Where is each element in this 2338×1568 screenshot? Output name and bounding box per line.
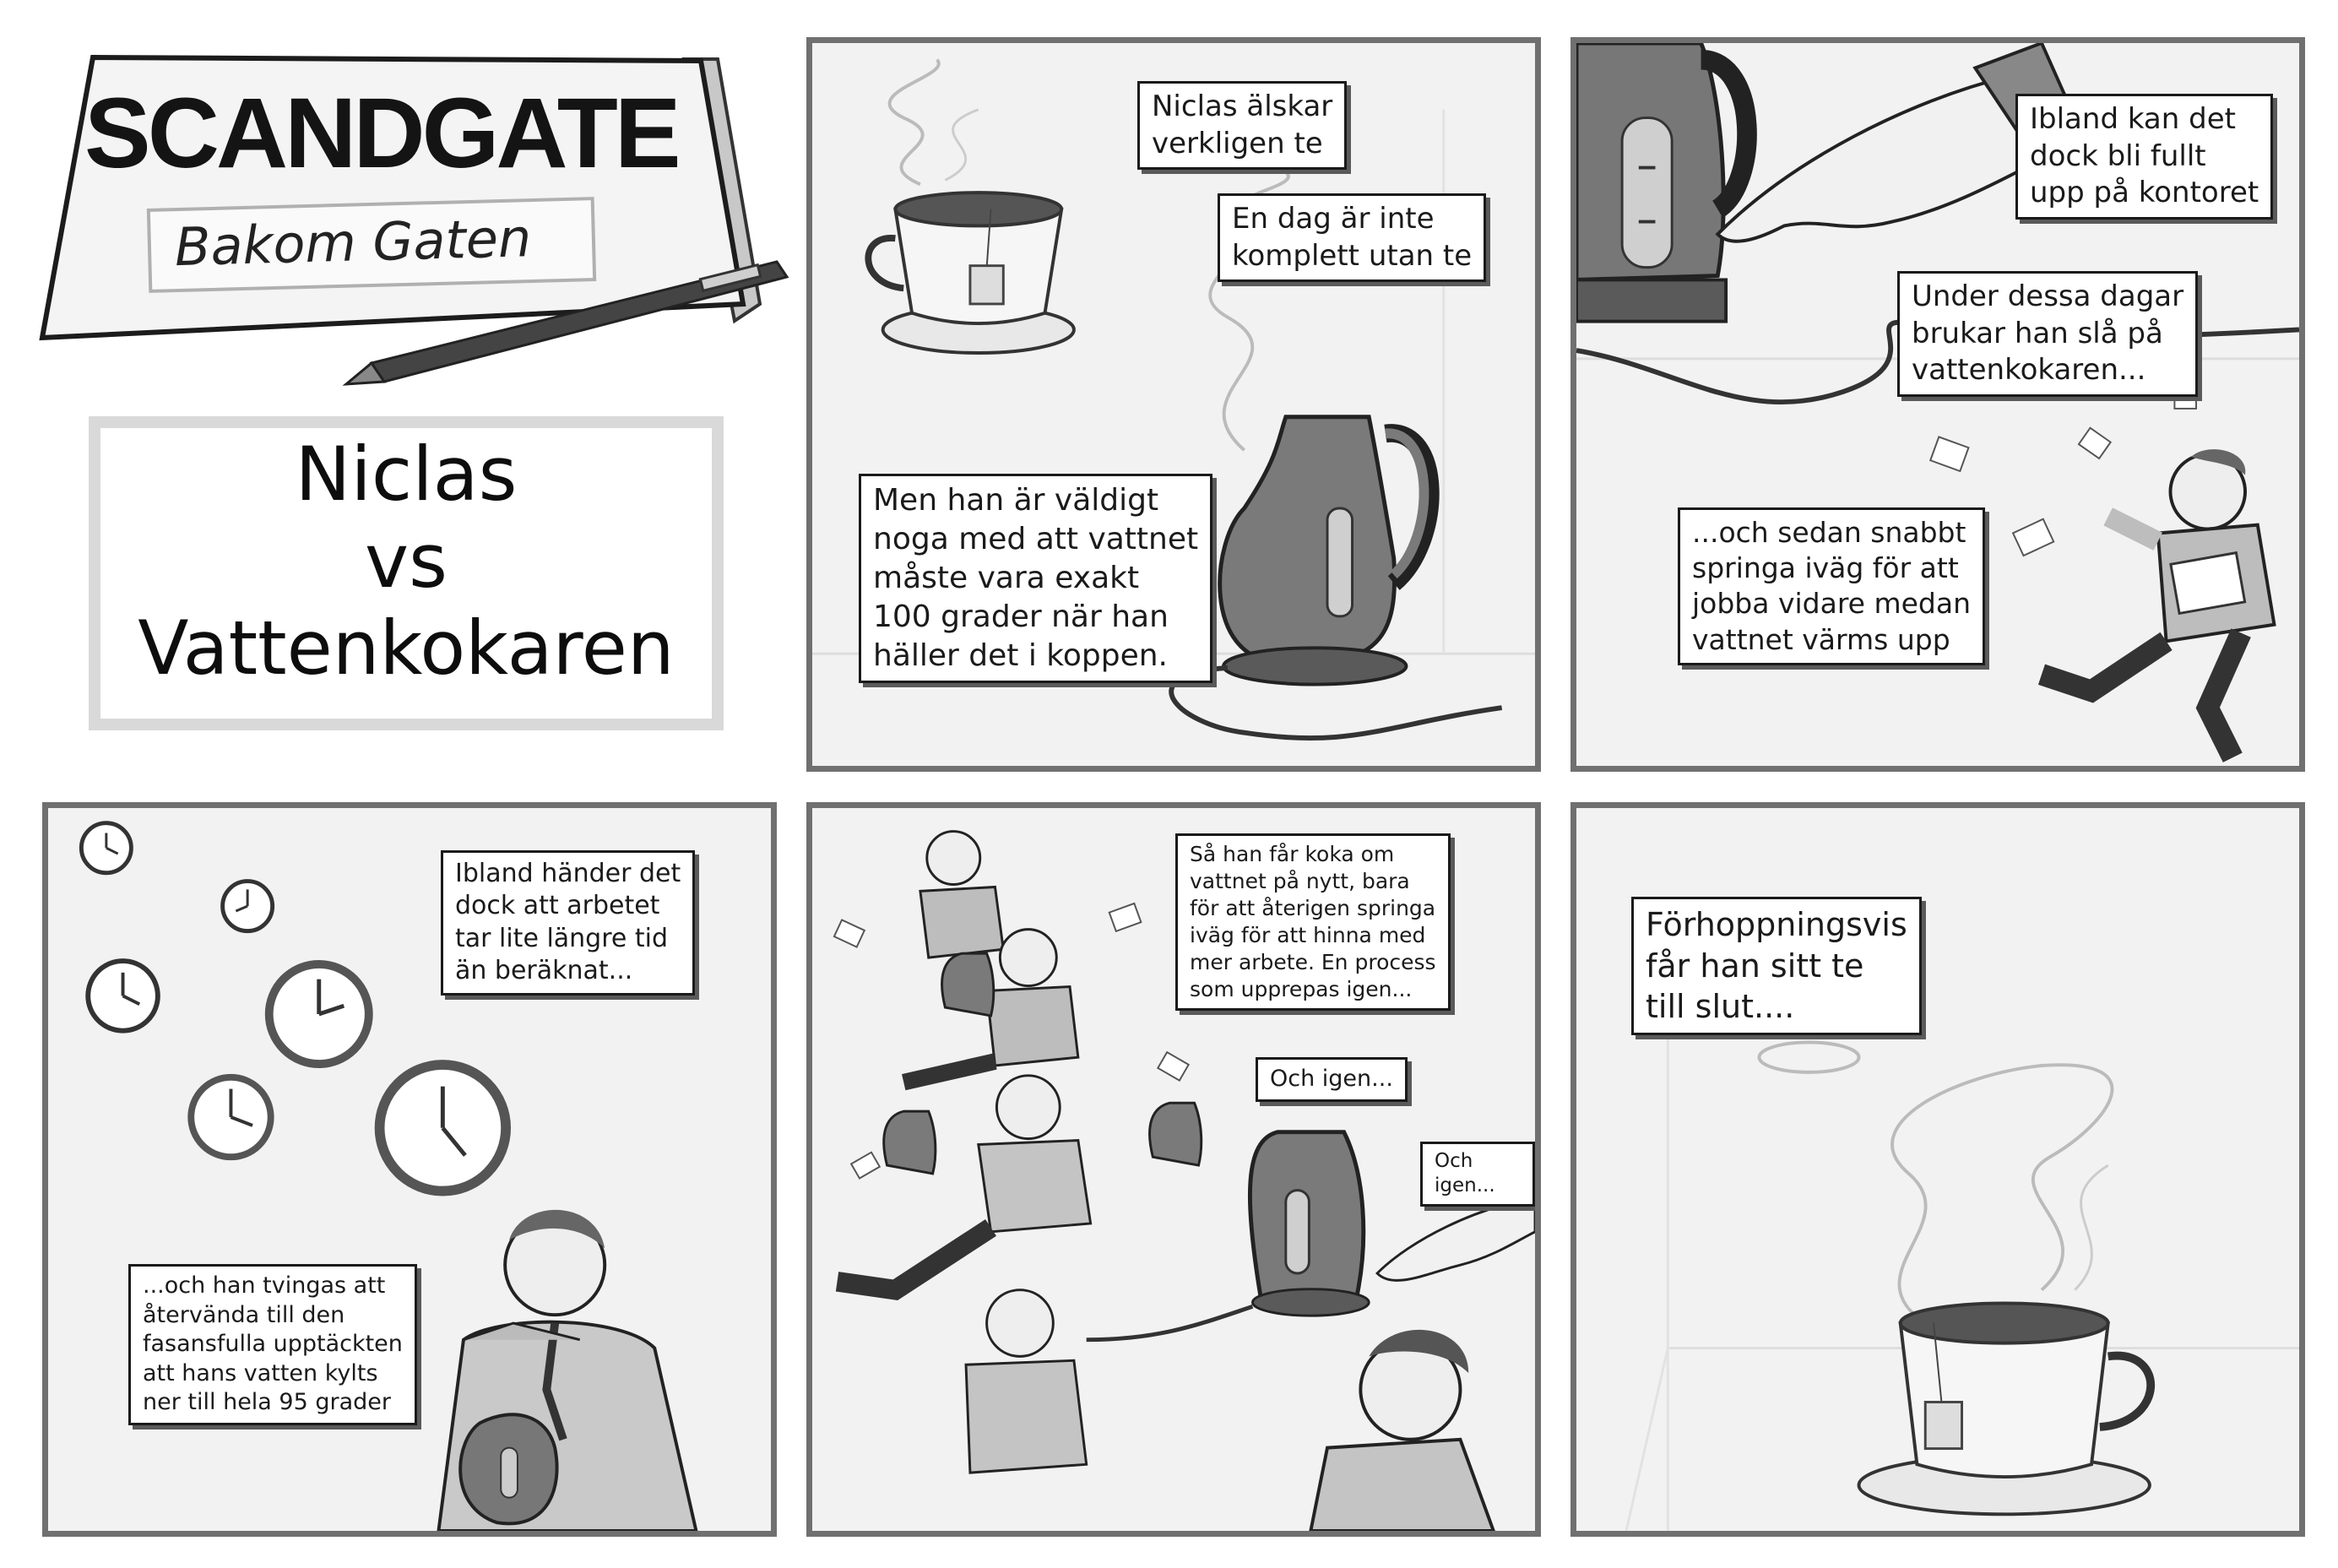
- panel-1-caption-2: En dag är inte komplett utan te: [1218, 193, 1486, 282]
- sign-brand: SCANDGATE: [84, 78, 678, 189]
- name-sign: [34, 51, 811, 388]
- comic-title: [89, 431, 724, 692]
- clock-icon: [81, 823, 131, 873]
- tea-cup-icon: [1859, 1303, 2151, 1514]
- clock-icon: [88, 961, 158, 1031]
- kettle-icon: [942, 953, 994, 1016]
- sign-subtitle: Bakom Gaten: [174, 207, 533, 279]
- panel-4-caption-2: Och igen...: [1256, 1057, 1408, 1102]
- panel-3: [42, 802, 777, 1537]
- kettle-icon: [460, 1414, 556, 1523]
- kettle-icon: [1576, 43, 1747, 322]
- title-box: [89, 416, 724, 730]
- kettle-icon: [1150, 1103, 1202, 1165]
- panel-5: [1570, 802, 2305, 1537]
- panel-2-caption-1: Ibland kan det dock bli fullt upp på kontoret: [2015, 94, 2273, 220]
- panel-2: [1570, 37, 2305, 772]
- panel-5-caption-1: Förhoppningsvis får han sitt te till slut....: [1631, 897, 1922, 1035]
- panel-4: [806, 802, 1541, 1537]
- panel-1-caption-3: Men han är väldigt noga med att vattnet måste vara exakt 100 grader när han häller det i koppen.: [859, 474, 1212, 683]
- kettle-icon: [1087, 1132, 1370, 1340]
- panel-3-caption-2: ...och han tvingas att återvända till den fasansfulla upptäckten att hans vatten kylts ner till hela 95 grader: [128, 1264, 417, 1425]
- clock-icon: [380, 1065, 507, 1191]
- title-line-1: Niclas: [295, 431, 518, 518]
- running-man-figure: [2042, 449, 2274, 757]
- panel-2-caption-3: ...och sedan snabbt springa iväg för att jobba vidare medan vattnet värms upp: [1678, 507, 1985, 665]
- title-line-2: vs: [365, 517, 448, 605]
- panel-3-caption-1: Ibland händer det dock att arbetet tar lite längre tid än beräknat...: [441, 850, 695, 996]
- panel-4-caption-1: Så han får koka om vattnet på nytt, bara för att återigen springa iväg för att hinna med mer arbete. En process som upprepas igen...: [1175, 833, 1451, 1011]
- kettle-icon: [884, 1111, 936, 1174]
- man-holding-kettle-figure: [438, 1210, 696, 1531]
- panel-1: [806, 37, 1541, 772]
- panel-4-caption-3: Och igen...: [1420, 1142, 1535, 1207]
- panel-1-caption-1: Niclas älskar verkligen te: [1137, 81, 1347, 170]
- clock-icon: [269, 964, 369, 1064]
- sign-subtitle-box: [147, 197, 596, 293]
- clock-icon: [223, 882, 273, 931]
- kettle-icon: [1171, 417, 1501, 738]
- tea-cup-icon: [868, 193, 1074, 353]
- panel-2-caption-2: Under dessa dagar brukar han slå på vattenkokaren...: [1897, 271, 2198, 397]
- title-line-3: Vattenkokaren: [138, 604, 675, 692]
- clock-icon: [191, 1077, 270, 1157]
